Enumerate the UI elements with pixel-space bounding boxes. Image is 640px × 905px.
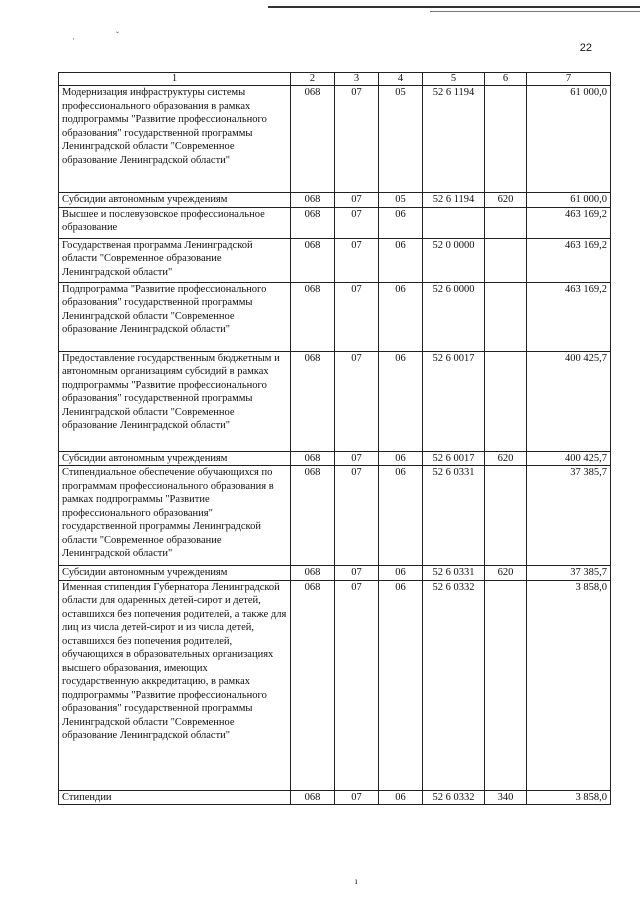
table-row [59, 566, 611, 581]
row-name: Субсидии автономным учреждениям [59, 193, 291, 208]
row-amount: 3 858,0 [527, 580, 611, 790]
row-code-4: 06 [379, 207, 423, 238]
header-cell: 2 [291, 73, 335, 86]
row-amount: 463 169,2 [527, 207, 611, 238]
row-code-4: 05 [379, 193, 423, 208]
row-name: Именная стипендия Губернатора Ленинградской области для одаренных детей-сирот и детей, оставшихся без попечения родителей, а также для лиц из числа детей-сирот и из числа детей, оставшихся без попечения родителей, обучающихся в образовательных организациях высшего образования, имеющих государственную аккредитацию, в рамках подпрограммы "Развитие профессионального образования" государственной программы Ленинградской области "Современное образование Ленинградской области" [59, 580, 291, 790]
row-code-6 [485, 238, 527, 282]
header-cell: 3 [335, 73, 379, 86]
row-code-5: 52 6 0332 [423, 580, 485, 790]
row-code-5: 52 6 1194 [423, 86, 485, 193]
row-code-2: 068 [291, 566, 335, 581]
row-amount: 463 169,2 [527, 282, 611, 351]
row-code-4: 05 [379, 86, 423, 193]
row-amount: 61 000,0 [527, 86, 611, 193]
row-code-4: 06 [379, 466, 423, 566]
row-name: Предоставление государственным бюджетным и автономным организациям субсидий в рамках подпрограммы "Развитие профессионального образования" государственной программы Ленинградской области "Современное образование Ленинградской области" [59, 351, 291, 451]
row-code-5: 52 0 0000 [423, 238, 485, 282]
budget-table [58, 72, 611, 805]
row-code-5: 52 6 0017 [423, 451, 485, 466]
row-code-3: 07 [335, 193, 379, 208]
table-row [59, 86, 611, 193]
row-code-2: 068 [291, 238, 335, 282]
row-amount: 37 385,7 [527, 466, 611, 566]
row-amount: 463 169,2 [527, 238, 611, 282]
row-name: Стипендии [59, 790, 291, 805]
row-code-2: 068 [291, 451, 335, 466]
scan-speck: ˇ [116, 30, 119, 40]
table-row [59, 238, 611, 282]
row-code-2: 068 [291, 466, 335, 566]
row-code-5: 52 6 0331 [423, 566, 485, 581]
row-code-3: 07 [335, 451, 379, 466]
row-code-4: 06 [379, 566, 423, 581]
row-code-6 [485, 580, 527, 790]
header-cell: 1 [59, 73, 291, 86]
row-code-2: 068 [291, 86, 335, 193]
table-row [59, 451, 611, 466]
row-code-5 [423, 207, 485, 238]
row-amount: 400 425,7 [527, 451, 611, 466]
row-code-6: 620 [485, 566, 527, 581]
row-code-5: 52 6 0000 [423, 282, 485, 351]
row-name: Государственая программа Ленинградской области "Современное образование Ленинградской области" [59, 238, 291, 282]
table-row [59, 351, 611, 451]
row-code-2: 068 [291, 193, 335, 208]
row-code-2: 068 [291, 282, 335, 351]
header-row [59, 73, 611, 86]
row-code-6 [485, 282, 527, 351]
row-name: Подпрограмма "Развитие профессионального образования" государственной программы Ленинградской области "Современное образование Ленинградской области" [59, 282, 291, 351]
row-code-4: 06 [379, 238, 423, 282]
row-code-4: 06 [379, 282, 423, 351]
row-code-4: 06 [379, 451, 423, 466]
header-cell: 4 [379, 73, 423, 86]
row-code-6 [485, 207, 527, 238]
row-amount: 3 858,0 [527, 790, 611, 805]
row-code-3: 07 [335, 282, 379, 351]
row-name: Модернизация инфраструктуры системы профессионального образования в рамках подпрограммы "Развитие профессионального образования" государственной программы Ленинградской области "Современное образование Ленинградской области" [59, 86, 291, 193]
row-code-3: 07 [335, 566, 379, 581]
row-code-3: 07 [335, 238, 379, 282]
row-code-3: 07 [335, 790, 379, 805]
row-amount: 37 385,7 [527, 566, 611, 581]
row-code-6: 620 [485, 193, 527, 208]
row-code-6 [485, 466, 527, 566]
top-rule-thin [430, 11, 640, 12]
row-code-3: 07 [335, 351, 379, 451]
table-row [59, 193, 611, 208]
table-row [59, 580, 611, 790]
row-code-5: 52 6 1194 [423, 193, 485, 208]
row-code-3: 07 [335, 86, 379, 193]
header-cell: 5 [423, 73, 485, 86]
row-name: Субсидии автономным учреждениям [59, 451, 291, 466]
row-amount: 61 000,0 [527, 193, 611, 208]
row-code-3: 07 [335, 207, 379, 238]
row-name: Стипендиальное обеспечение обучающихся по программам профессионального образования в рамках подпрограммы "Развитие профессионального образования" государственной программы Ленинградской области "Современное образование Ленинградской области" [59, 466, 291, 566]
row-code-5: 52 6 0332 [423, 790, 485, 805]
row-code-2: 068 [291, 790, 335, 805]
page-number: 22 [579, 42, 592, 54]
row-amount: 400 425,7 [527, 351, 611, 451]
row-code-6: 620 [485, 451, 527, 466]
row-code-4: 06 [379, 790, 423, 805]
row-code-5: 52 6 0017 [423, 351, 485, 451]
row-code-4: 06 [379, 580, 423, 790]
table-row [59, 466, 611, 566]
row-code-2: 068 [291, 580, 335, 790]
row-code-3: 07 [335, 466, 379, 566]
row-name: Высшее и послевузовское профессиональное образование [59, 207, 291, 238]
header-cell: 7 [527, 73, 611, 86]
row-code-2: 068 [291, 207, 335, 238]
row-code-5: 52 6 0331 [423, 466, 485, 566]
scan-speck: · [72, 34, 75, 44]
row-name: Субсидии автономным учреждениям [59, 566, 291, 581]
table-row [59, 790, 611, 805]
table-row [59, 207, 611, 238]
header-cell: 6 [485, 73, 527, 86]
row-code-6 [485, 86, 527, 193]
row-code-2: 068 [291, 351, 335, 451]
row-code-3: 07 [335, 580, 379, 790]
bottom-mark: ı [355, 876, 358, 886]
row-code-4: 06 [379, 351, 423, 451]
top-rule [268, 6, 640, 8]
table-row [59, 282, 611, 351]
row-code-6 [485, 351, 527, 451]
row-code-6: 340 [485, 790, 527, 805]
